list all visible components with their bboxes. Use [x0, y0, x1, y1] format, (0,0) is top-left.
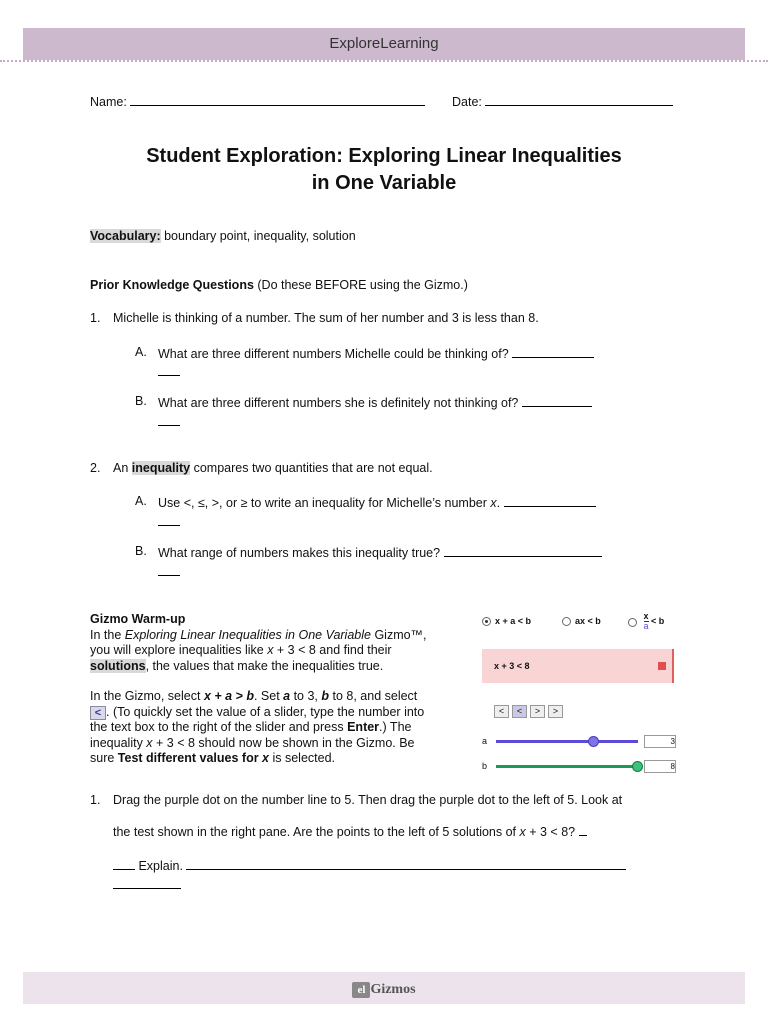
symbol-button-gt[interactable]: >: [530, 705, 545, 718]
footer-brand: Gizmos: [370, 982, 416, 997]
warmup-q1-line2: [113, 823, 587, 839]
w-t5: x: [267, 643, 274, 657]
vocabulary-line: [90, 229, 356, 243]
symbol-button-gt-2[interactable]: >: [548, 705, 563, 718]
wq-explain: Explain.: [135, 859, 183, 873]
w-t16: . (To quickly set the value of a slider, type the number into: [106, 704, 425, 719]
w-t6: + 3 < 8 and find their: [273, 643, 392, 657]
option-3-num: x: [643, 611, 649, 621]
warmup-p2-l3: [90, 720, 440, 736]
warmup-q1-answer[interactable]: [579, 823, 587, 836]
warmup-q1-explain-cont[interactable]: [113, 876, 181, 889]
w-t24: Test different values for: [117, 751, 263, 765]
gizmos-icon: el: [352, 982, 370, 998]
w-t4: you will explore inequalities like: [90, 643, 268, 657]
warmup-p2-l4: [90, 736, 440, 752]
warmup-q1-number: 1.: [90, 793, 101, 807]
name-field[interactable]: [130, 93, 425, 106]
w-t20: inequality: [90, 735, 147, 750]
q1b-text: What are three different numbers she is definitely not thinking of?: [158, 396, 519, 410]
q1-number: 1.: [90, 311, 101, 325]
option-3-rest: < b: [651, 615, 665, 626]
warmup-section: [90, 612, 440, 767]
q1a-answer[interactable]: [512, 345, 594, 358]
prior-heading-title: Prior Knowledge Questions: [90, 278, 254, 292]
q1-text: Michelle is thinking of a number. The sum of her number and 3 is less than 8.: [113, 311, 539, 325]
inequality-display: [482, 649, 674, 683]
w-t25: x: [262, 751, 269, 765]
page-subtitle: in One Variable: [311, 172, 457, 194]
slider-b-track[interactable]: [496, 765, 638, 768]
option-2[interactable]: [562, 616, 601, 626]
w-t19: .) The: [379, 720, 412, 734]
w-t14: b: [321, 689, 330, 703]
symbol-buttons: [494, 705, 566, 718]
q1a-answer-cont[interactable]: [158, 363, 180, 376]
option-3-den: a: [643, 621, 649, 631]
slider-a-label: a: [482, 736, 488, 746]
w-t10: x + a > b: [203, 689, 254, 703]
brand-logo: ExploreLearning: [329, 35, 439, 52]
warmup-p2-l5: [90, 751, 440, 767]
warmup-q1-line1: Drag the purple dot on the number line to 5. Then drag the purple dot to the left of 5. Look at: [113, 793, 623, 807]
slider-b-label: b: [482, 761, 488, 771]
vocabulary-text: boundary point, inequality, solution: [160, 229, 356, 243]
gizmo-preview: [482, 612, 682, 782]
w-t18: Enter: [347, 720, 380, 734]
q2a-end: .: [496, 496, 501, 510]
date-label: Date:: [452, 95, 482, 109]
q2a-answer-cont[interactable]: [158, 513, 180, 526]
page-title: Student Exploration: Exploring Linear Inequalities: [146, 145, 622, 167]
q2-text: [113, 461, 433, 475]
w-t2: Exploring Linear Inequalities in One Variable: [124, 627, 371, 642]
w-t13: to 3,: [290, 689, 322, 703]
less-than-button[interactable]: <: [90, 706, 106, 720]
date-row: [452, 93, 673, 109]
option-2-label: ax < b: [575, 616, 601, 626]
w-t23: sure: [90, 751, 118, 765]
w-t7: solutions: [90, 658, 146, 673]
warmup-heading: Gizmo Warm-up: [90, 612, 186, 626]
q2b-row: [158, 544, 602, 560]
status-square: [658, 662, 666, 670]
warmup-q1-explain-field[interactable]: [186, 857, 626, 870]
slider-a-input[interactable]: 3: [644, 735, 676, 748]
name-row: [90, 93, 425, 109]
footer-bar: [23, 972, 745, 1004]
wq-t3: + 3 < 8?: [525, 825, 576, 839]
footer-logo: [23, 972, 745, 1008]
symbol-button-lt-selected[interactable]: <: [512, 705, 527, 718]
q2b-answer[interactable]: [444, 544, 602, 557]
q2-pre: An: [113, 461, 132, 475]
w-t12: a: [283, 689, 291, 703]
q2b-text: What range of numbers makes this inequality true?: [158, 546, 441, 560]
q1a-row: [158, 345, 594, 361]
q2a-var: x: [490, 496, 497, 510]
q2b-answer-cont[interactable]: [158, 563, 180, 576]
header-bar: [23, 28, 745, 60]
q1b-row: [158, 394, 592, 410]
wq-t1: the test shown in the right pane. Are the points to the left of 5 solutions of: [113, 825, 520, 839]
radio-option-1[interactable]: [482, 617, 491, 626]
q1b-answer[interactable]: [522, 394, 592, 407]
w-t17: the text box to the right of the slider and press: [90, 720, 348, 734]
warmup-q1-answer-cont[interactable]: [113, 857, 135, 870]
slider-a-handle[interactable]: [588, 736, 599, 747]
warmup-p2-l1: [90, 689, 440, 705]
q2a-answer[interactable]: [504, 494, 596, 507]
w-t9: In the Gizmo, select: [90, 689, 204, 703]
prior-heading: [90, 278, 468, 292]
w-t8: , the values that make the inequalities true.: [145, 658, 384, 673]
slider-b-input[interactable]: 8: [644, 760, 676, 773]
name-label: Name:: [90, 95, 127, 109]
q1a-letter: A.: [135, 345, 147, 359]
warmup-p1-l2: [90, 643, 440, 659]
prior-heading-note: (Do these BEFORE using the Gizmo.): [253, 278, 468, 292]
radio-option-3[interactable]: [628, 618, 637, 627]
header-divider: [0, 60, 768, 62]
inequality-display-text: x + 3 < 8: [494, 661, 530, 671]
w-t11: . Set: [253, 689, 284, 703]
date-field[interactable]: [485, 93, 673, 106]
w-t26: is selected.: [269, 751, 336, 765]
q2-term: inequality: [131, 461, 191, 475]
q2-post: compares two quantities that are not equal.: [190, 461, 433, 475]
q2b-letter: B.: [135, 544, 147, 558]
q1a-text: What are three different numbers Michelle could be thinking of?: [158, 347, 509, 361]
vocabulary-label: Vocabulary:: [90, 229, 161, 243]
option-3[interactable]: [628, 612, 664, 631]
warmup-p1-l3: [90, 659, 440, 675]
wq-t2: x: [519, 825, 526, 839]
warmup-p1-l1: [90, 628, 440, 644]
warmup-q1-line3: [113, 857, 626, 873]
q2a-text: Use <, ≤, >, or ≥ to write an inequality for Michelle’s number: [158, 496, 491, 510]
option-1-label: x + a < b: [495, 616, 532, 626]
w-t22: + 3 < 8 should now be shown in the Gizmo. Be: [152, 735, 415, 750]
warmup-p2-l2: [90, 705, 440, 721]
radio-option-2[interactable]: [562, 617, 571, 626]
q2a-row: [158, 494, 596, 510]
q2a-letter: A.: [135, 494, 147, 508]
option-1[interactable]: [482, 616, 531, 626]
w-t21: x: [146, 735, 153, 750]
symbol-button-lt[interactable]: <: [494, 705, 509, 718]
question-1: [90, 311, 100, 325]
q1b-letter: B.: [135, 394, 147, 408]
slider-b-handle[interactable]: [632, 761, 643, 772]
q1b-answer-cont[interactable]: [158, 413, 180, 426]
w-t15: to 8, and select: [329, 689, 418, 703]
q2-number: 2.: [90, 461, 101, 475]
slider-a-track[interactable]: [496, 740, 638, 743]
w-t3: Gizmo™,: [370, 627, 427, 642]
w-t1: In the: [90, 627, 125, 642]
